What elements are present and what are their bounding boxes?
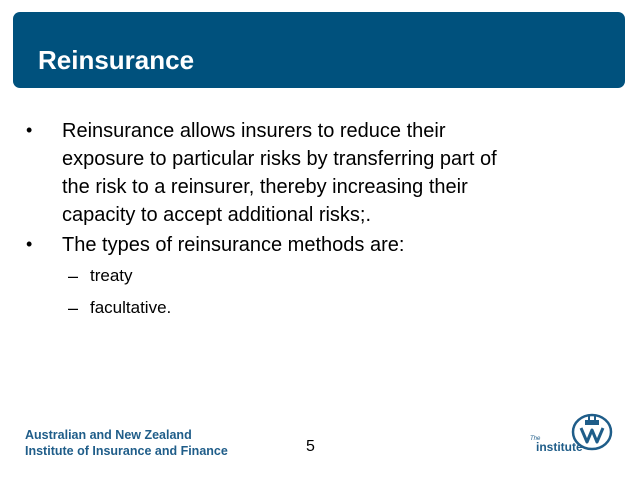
bullet-text: The types of reinsurance methods are: — [62, 234, 405, 256]
page-number: 5 — [306, 438, 315, 455]
sub-bullet-text: facultative. — [90, 298, 172, 317]
footer-org-line-2: Institute of Insurance and Finance — [25, 444, 228, 458]
logo-the-text: The — [530, 436, 541, 442]
logo-institute-text: institute — [536, 440, 583, 454]
footer-organization — [25, 427, 228, 459]
footer-org-line-1: Australian and New Zealand — [25, 428, 192, 442]
title-bar — [13, 12, 625, 88]
sub-bullet-dash: – — [68, 298, 79, 318]
bullet-text: Reinsurance allows insurers to reduce their exposure to particular risks by transferring part of the risk to a reinsurer, thereby increasing their capacity to accept additional risks;. — [62, 120, 497, 226]
slide-title: Reinsurance — [38, 45, 195, 75]
sub-bullet-text: treaty — [90, 266, 133, 285]
sub-bullet-dash: – — [68, 266, 79, 286]
bullet-dot: • — [26, 120, 33, 140]
institute-wordmark — [530, 436, 620, 456]
bullet-dot: • — [26, 234, 33, 254]
